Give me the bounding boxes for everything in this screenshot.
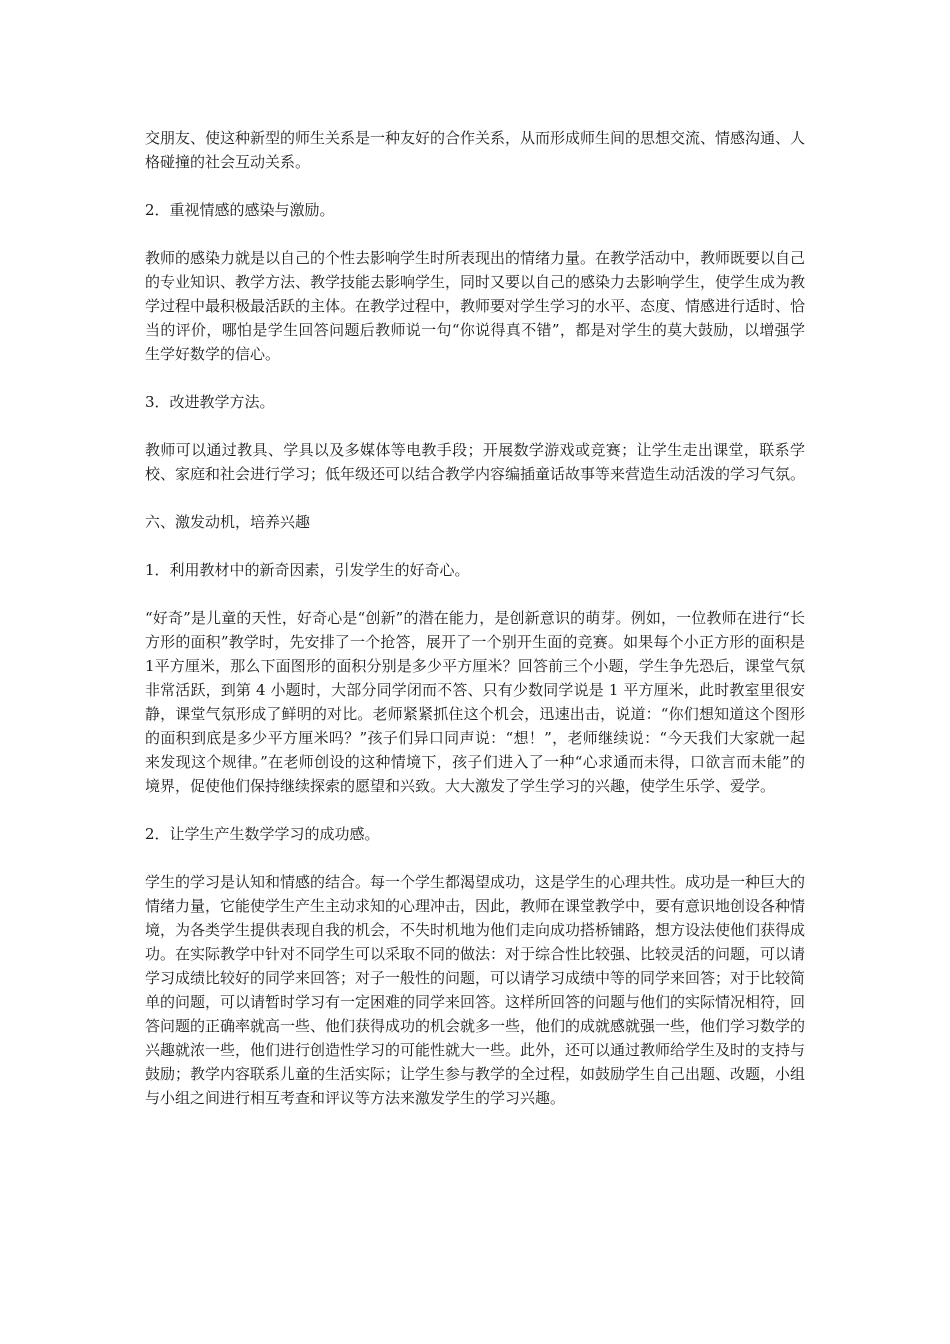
paragraph-improve-methods: 教师可以通过教具、学具以及多媒体等电教手段；开展数学游戏或竞赛；让学生走出课堂，联系学校、家庭和社会进行学习；低年级还可以结合教学内容编插童话故事等来营造生动活泼的学习气氛。 xyxy=(145,441,806,483)
section-heading-motivation: 六、激发动机，培养兴趣 xyxy=(145,513,311,531)
paragraph-teacher-student-relationship: 交朋友、使这种新型的师生关系是一种友好的合作关系，从而形成师生间的思想交流、情感沟通、人格碰撞的社会互动关系。 xyxy=(145,129,806,171)
paragraph-emotional-influence: 教师的感染力就是以自己的个性去影响学生时所表现出的情绪力量。在教学活动中，教师既要以自己的专业知识、教学方法、教学技能去影响学生，同时又要以自己的感染力去影响学生，使学生成为教学过程中最积极最活跃的主体。在教学过程中，教师要对学生学习的水平、态度、情感进行适时、恰当的评价，哪怕是学生回答问题后教师说一句“你说得真不错”，都是对学生的莫大鼓励，以增强学生学好数学的信心。 xyxy=(145,249,806,363)
heading-curiosity: 1．利用教材中的新奇因素，引发学生的好奇心。 xyxy=(145,561,470,579)
heading-improve-methods: 3．改进教学方法。 xyxy=(145,393,275,411)
document-body xyxy=(145,126,805,1134)
heading-success: 2．让学生产生数学学习的成功感。 xyxy=(145,825,380,843)
paragraph-curiosity: “好奇”是儿童的天性，好奇心是“创新”的潜在能力，是创新意识的萌芽。例如，一位教师在进行“长方形的面积”教学时，先安排了一个抢答，展开了一个别开生面的竞赛。如果每个小正方形的面积是1平方厘米，那么下面图形的面积分别是多少平方厘米？回答前三个小题，学生争先恐后，课堂气氛非常活跃，到第 4 小题时，大部分同学闭而不答、只有少数同学说是 1 平方厘米，此时教室里很安静，课堂气氛形成了鲜明的对比。老师紧紧抓住这个机会，迅速出击，说道：“你们想知道这个图形的面积到底是多少平方厘米吗？”孩子们异口同声说：“想！”，老师继续说：“今天我们大家就一起来发现这个规律。”在老师创设的这种情境下，孩子们进入了一种“心求通而未得，口欲言而未能”的境界，促使他们保持继续探索的愿望和兴致。大大激发了学生学习的兴趣，使学生乐学、爱学。 xyxy=(145,609,805,795)
heading-emotional-influence: 2．重视情感的感染与激励。 xyxy=(145,201,335,219)
paragraph-success: 学生的学习是认知和情感的结合。每一个学生都渴望成功，这是学生的心理共性。成功是一种巨大的情绪力量，它能使学生产生主动求知的心理冲击，因此，教师在课堂教学中，要有意识地创设各种情境，为各类学生提供表现自我的机会，不失时机地为他们走向成功搭桥铺路，想方设法使他们获得成功。在实际教学中针对不同学生可以采取不同的做法：对于综合性比较强、比较灵活的问题，可以请学习成绩比较好的同学来回答；对子一般性的问题，可以请学习成绩中等的同学来回答；对于比较简单的问题，可以请暂时学习有一定困难的同学来回答。这样所回答的问题与他们的实际情况相符，回答问题的正确率就高一些、他们获得成功的机会就多一些，他们的成就感就强一些，他们学习数学的兴趣就浓一些，他们进行创造性学习的可能性就大一些。此外，还可以通过教师给学生及时的支持与鼓励；教学内容联系儿童的生活实际；让学生参与教学的全过程，如鼓励学生自己出题、改题，小组与小组之间进行相互考查和评议等方法来激发学生的学习兴趣。 xyxy=(145,873,806,1107)
